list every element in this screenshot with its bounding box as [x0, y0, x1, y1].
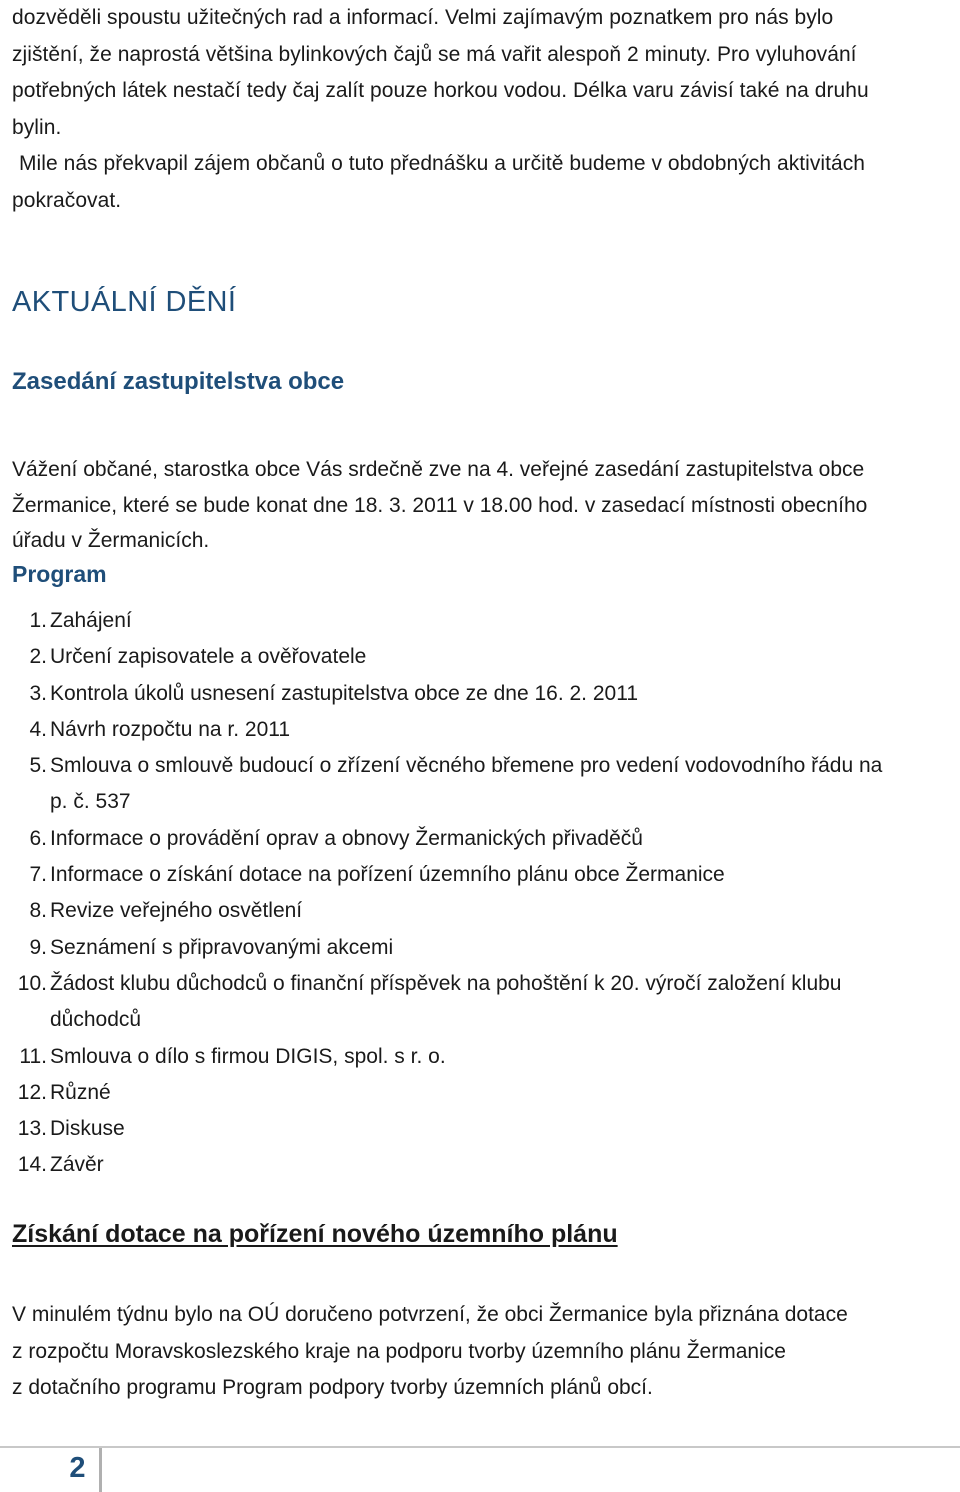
agenda-item-number: 10. — [17, 971, 47, 995]
agenda-item-text-continued: p. č. 537 — [50, 790, 131, 814]
agenda-item — [12, 603, 948, 639]
program-heading: Program — [12, 561, 107, 587]
document-page — [12, 0, 948, 1399]
intro-line: Mile nás překvapil zájem občanů o tuto přednášku a určitě budeme v obdobných aktivitách — [19, 152, 865, 175]
agenda-item — [12, 1039, 948, 1075]
agenda-item-text: Seznámení s připravovanými akcemi — [50, 935, 394, 959]
grant-paragraph — [12, 1297, 948, 1407]
agenda-item-number: 7. — [29, 863, 47, 887]
invitation-line: úřadu v Žermanicích. — [12, 529, 210, 552]
agenda-item-number: 11. — [19, 1044, 47, 1068]
agenda-item-number: 8. — [29, 899, 47, 923]
agenda-item-text: Revize veřejného osvětlení — [50, 899, 303, 923]
intro-line: zjištění, že naprostá většina bylinkových čajů se má vařit alespoň 2 minuty. Pro vyluhování — [12, 42, 857, 66]
agenda-item-text: Zahájení — [50, 609, 132, 632]
agenda-item — [12, 748, 948, 821]
agenda-item-text: Žádost klubu důchodců o finanční příspěvek na pohoštění k 20. výročí založení klubu — [50, 971, 842, 995]
section-heading: AKTUÁLNÍ DĚNÍ — [12, 286, 237, 318]
agenda-item — [12, 1147, 948, 1183]
agenda-item-number: 9. — [29, 935, 47, 959]
invitation-line: Vážení občané, starostka obce Vás srdečně zve na 4. veřejné zasedání zastupitelstva obce — [12, 458, 865, 481]
agenda-item — [12, 1111, 948, 1147]
page-number: 2 — [69, 1452, 86, 1484]
agenda-item-text: Smlouva o dílo s firmou DIGIS, spol. s r. o. — [50, 1044, 446, 1068]
grant-heading: Získání dotace na pořízení nového územního plánu — [12, 1220, 618, 1248]
intro-line: dozvěděli spoustu užitečných rad a informací. Velmi zajímavým poznatkem pro nás bylo — [12, 6, 834, 29]
intro-paragraph — [12, 0, 948, 219]
agenda-item-text: Závěr — [50, 1153, 104, 1177]
agenda-item-number: 3. — [29, 681, 47, 705]
agenda-list — [12, 603, 948, 1184]
agenda-item-text: Diskuse — [50, 1117, 125, 1141]
agenda-item-number: 1. — [29, 609, 47, 632]
agenda-item-text: Informace o získání dotace na pořízení územního plánu obce Žermanice — [50, 863, 725, 887]
agenda-item-number: 6. — [29, 826, 47, 850]
agenda-item — [12, 1075, 948, 1111]
agenda-item-number: 5. — [29, 754, 47, 778]
agenda-item-number: 12. — [17, 1080, 47, 1104]
agenda-item-number: 14. — [17, 1153, 47, 1177]
grant-line: z dotačního programu Program podpory tvorby územních plánů obcí. — [12, 1376, 653, 1399]
agenda-item — [12, 893, 948, 929]
agenda-item — [12, 676, 948, 712]
agenda-item-text: Informace o provádění oprav a obnovy Žermanických přivaděčů — [50, 826, 643, 850]
grant-line: z rozpočtu Moravskoslezského kraje na podporu tvorby územního plánu Žermanice — [12, 1339, 786, 1363]
agenda-item — [12, 821, 948, 857]
footer-divider — [0, 1446, 960, 1448]
agenda-item-number: 13. — [17, 1117, 47, 1141]
agenda-item-text-continued: důchodců — [50, 1008, 142, 1032]
agenda-item-text: Návrh rozpočtu na r. 2011 — [50, 717, 291, 741]
agenda-item-number: 4. — [29, 717, 47, 741]
intro-line: pokračovat. — [12, 188, 122, 212]
agenda-item-text: Různé — [50, 1080, 111, 1104]
grant-line: V minulém týdnu bylo na OÚ doručeno potvrzení, že obci Žermanice byla přiznána dotace — [12, 1303, 848, 1326]
agenda-item — [12, 930, 948, 966]
agenda-item — [12, 966, 948, 1039]
agenda-item-text: Smlouva o smlouvě budoucí o zřízení věcného břemene pro vedení vodovodního řádu na — [50, 754, 883, 778]
intro-line: potřebných látek nestačí tedy čaj zalít pouze horkou vodou. Délka varu závisí také na druhu — [12, 79, 869, 102]
agenda-item-text: Kontrola úkolů usnesení zastupitelstva obce ze dne 16. 2. 2011 — [50, 681, 639, 705]
agenda-item — [12, 712, 948, 748]
agenda-item — [12, 639, 948, 675]
invitation-line: Žermanice, které se bude konat dne 18. 3. 2011 v 18.00 hod. v zasedací místnosti obecního — [12, 493, 868, 517]
intro-line: bylin. — [12, 115, 62, 139]
invitation-paragraph — [12, 452, 948, 559]
agenda-item-number: 2. — [29, 645, 47, 669]
agenda-item — [12, 857, 948, 893]
agenda-item-text: Určení zapisovatele a ověřovatele — [50, 645, 367, 669]
meeting-heading: Zasedání zastupitelstva obce — [12, 368, 345, 395]
footer-vertical-divider — [99, 1448, 102, 1492]
